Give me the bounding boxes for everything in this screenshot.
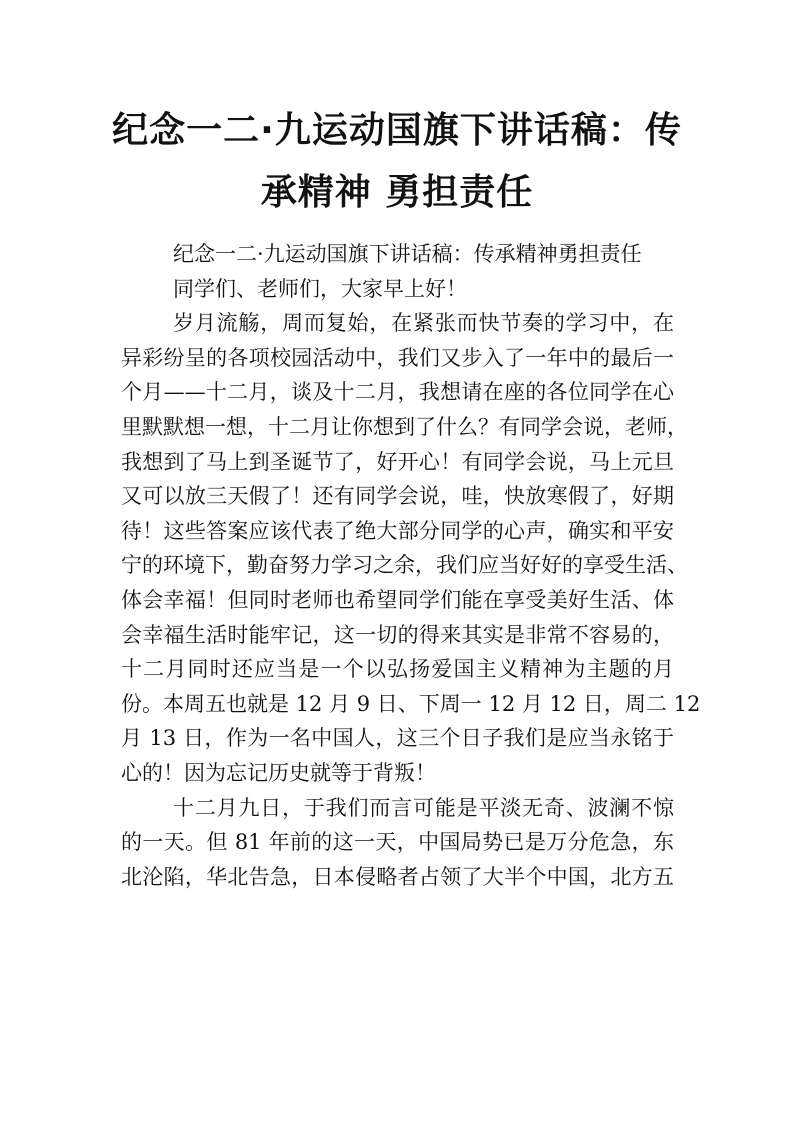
text-line: 岁月流觞，周而复始，在紧张而快节奏的学习中，在 bbox=[173, 311, 674, 336]
text-line: 会幸福生活时能牢记，这一切的得来其实是非常不容易的， bbox=[121, 622, 674, 647]
text-line: 的一天。但 81 年前的这一天，中国局势已是万分危急，东 bbox=[121, 830, 674, 855]
text-line: 我想到了马上到圣诞节了，好开心！有同学会说，马上元旦 bbox=[121, 449, 674, 474]
title-line-2: 承精神 勇担责任 bbox=[260, 172, 534, 213]
page-title bbox=[110, 100, 684, 224]
text-line: 里默默想一想，十二月让你想到了什么？有同学会说，老师， bbox=[121, 414, 688, 439]
text-line: 纪念一二·九运动国旗下讲话稿：传承精神勇担责任 bbox=[173, 242, 642, 266]
text-line: 份。本周五也就是 12 月 9 日、下周一 12 月 12 日，周二 12 bbox=[121, 691, 701, 716]
text-line: 体会幸福！但同时老师也希望同学们能在享受美好生活、体 bbox=[121, 587, 674, 612]
text-line: 宁的环境下，勤奋努力学习之余，我们应当好好的享受生活、 bbox=[121, 553, 688, 578]
text-line: 个月——十二月，谈及十二月，我想请在座的各位同学在心 bbox=[121, 380, 674, 405]
text-line: 十二月同时还应当是一个以弘扬爱国主义精神为主题的月 bbox=[121, 657, 674, 682]
speech-body bbox=[121, 237, 701, 894]
text-line: 待！这些答案应该代表了绝大部分同学的心声，确实和平安 bbox=[121, 518, 674, 543]
text-line: 月 13 日，作为一名中国人，这三个日子我们是应当永铭于 bbox=[121, 726, 674, 751]
text-line: 同学们、老师们，大家早上好！ bbox=[173, 276, 467, 301]
text-line: 十二月九日，于我们而言可能是平淡无奇、波澜不惊 bbox=[173, 795, 674, 820]
text-line: 异彩纷呈的各项校园活动中，我们又步入了一年中的最后一 bbox=[121, 345, 674, 370]
text-line: 北沦陷，华北告急，日本侵略者占领了大半个中国，北方五 bbox=[121, 864, 674, 889]
text-line: 心的！因为忘记历史就等于背叛！ bbox=[121, 760, 436, 785]
text-line: 又可以放三天假了！还有同学会说，哇，快放寒假了，好期 bbox=[121, 484, 674, 509]
title-line-1: 纪念一二·九运动国旗下讲话稿：传 bbox=[112, 110, 682, 151]
